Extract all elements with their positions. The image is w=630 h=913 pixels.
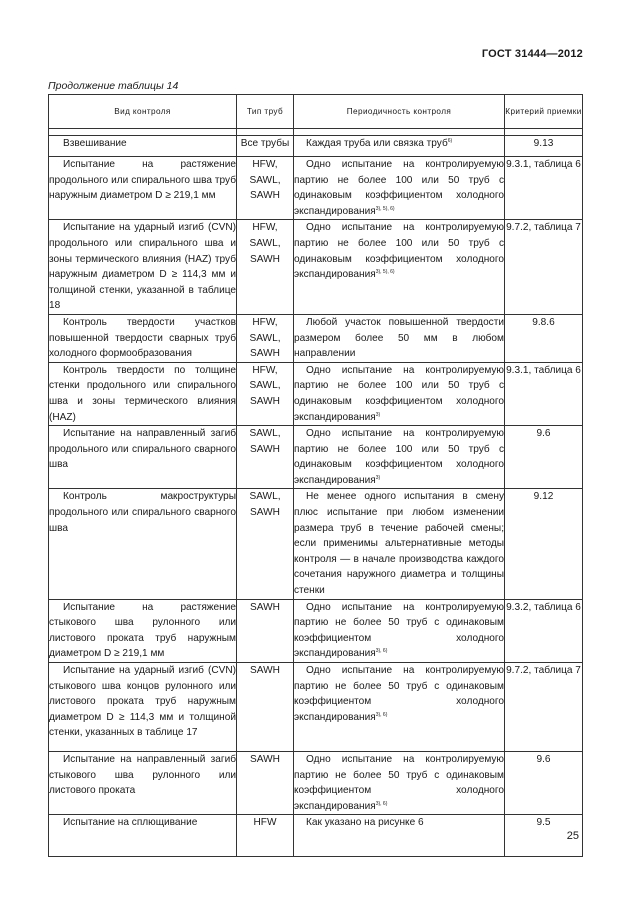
cell-periodicity	[294, 599, 505, 662]
cell-inspection-kind: Испытание на ударный изгиб (CVN) стыкового шва концов рулонного или листового проката труб наружным диаметром D ≥ 114,3 мм и толщиной стенки, указанных в таблице 17	[49, 663, 237, 752]
cell-acceptance-criterion: 9.7.2, таблица 7	[505, 663, 583, 752]
cell-inspection-kind: Контроль макроструктуры продольного или спирального сварного шва	[49, 489, 237, 599]
cell-periodicity	[294, 362, 505, 425]
cell-acceptance-criterion: 9.5	[505, 815, 583, 857]
cell-pipe-type: SAWH	[237, 663, 294, 752]
cell-periodicity	[294, 752, 505, 815]
cell-pipe-type: SAWL, SAWH	[237, 426, 294, 489]
inspection-table	[48, 94, 583, 857]
periodicity-text: Как указано на рисунке 6	[306, 817, 424, 829]
table-row	[49, 663, 583, 752]
footnote-ref: 3), 6)	[375, 711, 388, 718]
table-caption: Продолжение таблицы 14	[48, 80, 179, 92]
column-header-criterion: Критерий приемки	[505, 95, 583, 129]
cell-acceptance-criterion: 9.12	[505, 489, 583, 599]
table-row	[49, 314, 583, 362]
cell-acceptance-criterion: 9.13	[505, 136, 583, 157]
table-row	[49, 220, 583, 315]
header-spacer-row	[49, 129, 583, 136]
column-header-pipe-type: Тип труб	[237, 95, 294, 129]
footnote-ref: 3), 6)	[375, 800, 388, 807]
cell-pipe-type: HFW, SAWL, SAWH	[237, 220, 294, 315]
cell-inspection-kind: Испытание на растяжение продольного или спирального шва труб наружным диаметром D ≥ 219,1 мм	[49, 157, 237, 220]
document-standard-id: ГОСТ 31444—2012	[481, 48, 583, 60]
table-row	[49, 362, 583, 425]
cell-acceptance-criterion: 9.8.6	[505, 314, 583, 362]
cell-acceptance-criterion: 9.7.2, таблица 7	[505, 220, 583, 315]
table-row	[49, 815, 583, 857]
footnote-ref: 3), 6)	[375, 648, 388, 655]
cell-inspection-kind: Испытание на направленный загиб продольного или спирального сварного шва	[49, 426, 237, 489]
page-number: 25	[566, 830, 579, 842]
cell-pipe-type: HFW, SAWL, SAWH	[237, 362, 294, 425]
cell-pipe-type: Все трубы	[237, 136, 294, 157]
footnote-ref: 3)	[375, 411, 381, 418]
cell-acceptance-criterion: 9.6	[505, 752, 583, 815]
cell-periodicity	[294, 220, 505, 315]
cell-pipe-type: HFW, SAWL, SAWH	[237, 157, 294, 220]
table-row	[49, 489, 583, 599]
periodicity-text: Одно испытание на контролируемую партию не более 100 или 50 труб с одинаковым коэффициентом холодного экспандирования	[294, 364, 504, 423]
cell-periodicity	[294, 663, 505, 752]
footnote-ref: 6)	[447, 138, 453, 144]
cell-periodicity	[294, 426, 505, 489]
cell-periodicity	[294, 815, 505, 857]
cell-inspection-kind: Испытание на ударный изгиб (CVN) продольного или спирального шва и зоны термического влияния (HAZ) труб наружным диаметром D ≥ 114,3 мм и толщиной стенки, указанной в таблице 18	[49, 220, 237, 315]
periodicity-text: Одно испытание на контролируемую партию не более 50 труб с одинаковым коэффициентом холодного экспандирования	[294, 601, 504, 660]
cell-periodicity	[294, 157, 505, 220]
table-row	[49, 752, 583, 815]
cell-pipe-type: SAWL, SAWH	[237, 489, 294, 599]
cell-acceptance-criterion: 9.3.1, таблица 6	[505, 157, 583, 220]
cell-inspection-kind: Испытание на сплющивание	[49, 815, 237, 857]
periodicity-text: Одно испытание на контролируемую партию не более 50 труб с одинаковым коэффициентом холодного экспандирования	[294, 754, 504, 812]
periodicity-text: Не менее одного испытания в смену плюс испытание при любом изменении размера труб в течение рабочей смены; если применимы альтернативные методы контроля — в начале производства каждого сочетания наружного диаметра и толщины стенки	[294, 491, 504, 597]
cell-periodicity	[294, 489, 505, 599]
cell-periodicity	[294, 136, 505, 157]
cell-inspection-kind: Испытание на растяжение стыкового шва рулонного или листового проката труб наружным диаметром D ≥ 219,1 мм	[49, 599, 237, 662]
cell-pipe-type: HFW, SAWL, SAWH	[237, 314, 294, 362]
cell-pipe-type: HFW	[237, 815, 294, 857]
cell-acceptance-criterion: 9.3.2, таблица 6	[505, 599, 583, 662]
column-header-kind: Вид контроля	[49, 95, 237, 129]
cell-acceptance-criterion: 9.6	[505, 426, 583, 489]
footnote-ref: 3), 5), 6)	[375, 205, 395, 212]
cell-pipe-type: SAWH	[237, 599, 294, 662]
table-row	[49, 136, 583, 157]
footnote-ref: 3)	[375, 474, 381, 481]
table-row	[49, 426, 583, 489]
periodicity-text: Одно испытание на контролируемую партию не более 50 труб с одинаковым коэффициентом холодного экспандирования	[294, 665, 504, 723]
periodicity-text: Одно испытание на контролируемую партию не более 100 или 50 труб с одинаковым коэффициентом холодного экспандирования	[294, 159, 504, 217]
periodicity-text: Любой участок повышенной твердости размером более 50 мм в любом направлении	[294, 316, 504, 360]
periodicity-text: Одно испытание на контролируемую партию не более 100 или 50 труб с одинаковым коэффициентом холодного экспандирования	[294, 428, 504, 486]
column-header-periodicity: Периодичность контроля	[294, 95, 505, 129]
cell-inspection-kind: Контроль твердости участков повышенной твердости сварных труб холодного формообразования	[49, 314, 237, 362]
footnote-ref: 3), 5), 6)	[375, 269, 395, 276]
cell-acceptance-criterion: 9.3.1, таблица 6	[505, 362, 583, 425]
cell-periodicity	[294, 314, 505, 362]
cell-inspection-kind: Взвешивание	[49, 136, 237, 157]
table-row	[49, 157, 583, 220]
cell-inspection-kind: Испытание на направленный загиб стыкового шва рулонного или листового проката	[49, 752, 237, 815]
table-body	[49, 136, 583, 857]
table-header-row	[49, 95, 583, 129]
periodicity-text: Одно испытание на контролируемую партию не более 100 или 50 труб с одинаковым коэффициентом холодного экспандирования	[294, 222, 504, 281]
cell-pipe-type: SAWH	[237, 752, 294, 815]
periodicity-text: Каждая труба или связка труб	[306, 138, 448, 149]
table-row	[49, 599, 583, 662]
cell-inspection-kind: Контроль твердости по толщине стенки продольного или спирального шва и зоны термического влияния (HAZ)	[49, 362, 237, 425]
